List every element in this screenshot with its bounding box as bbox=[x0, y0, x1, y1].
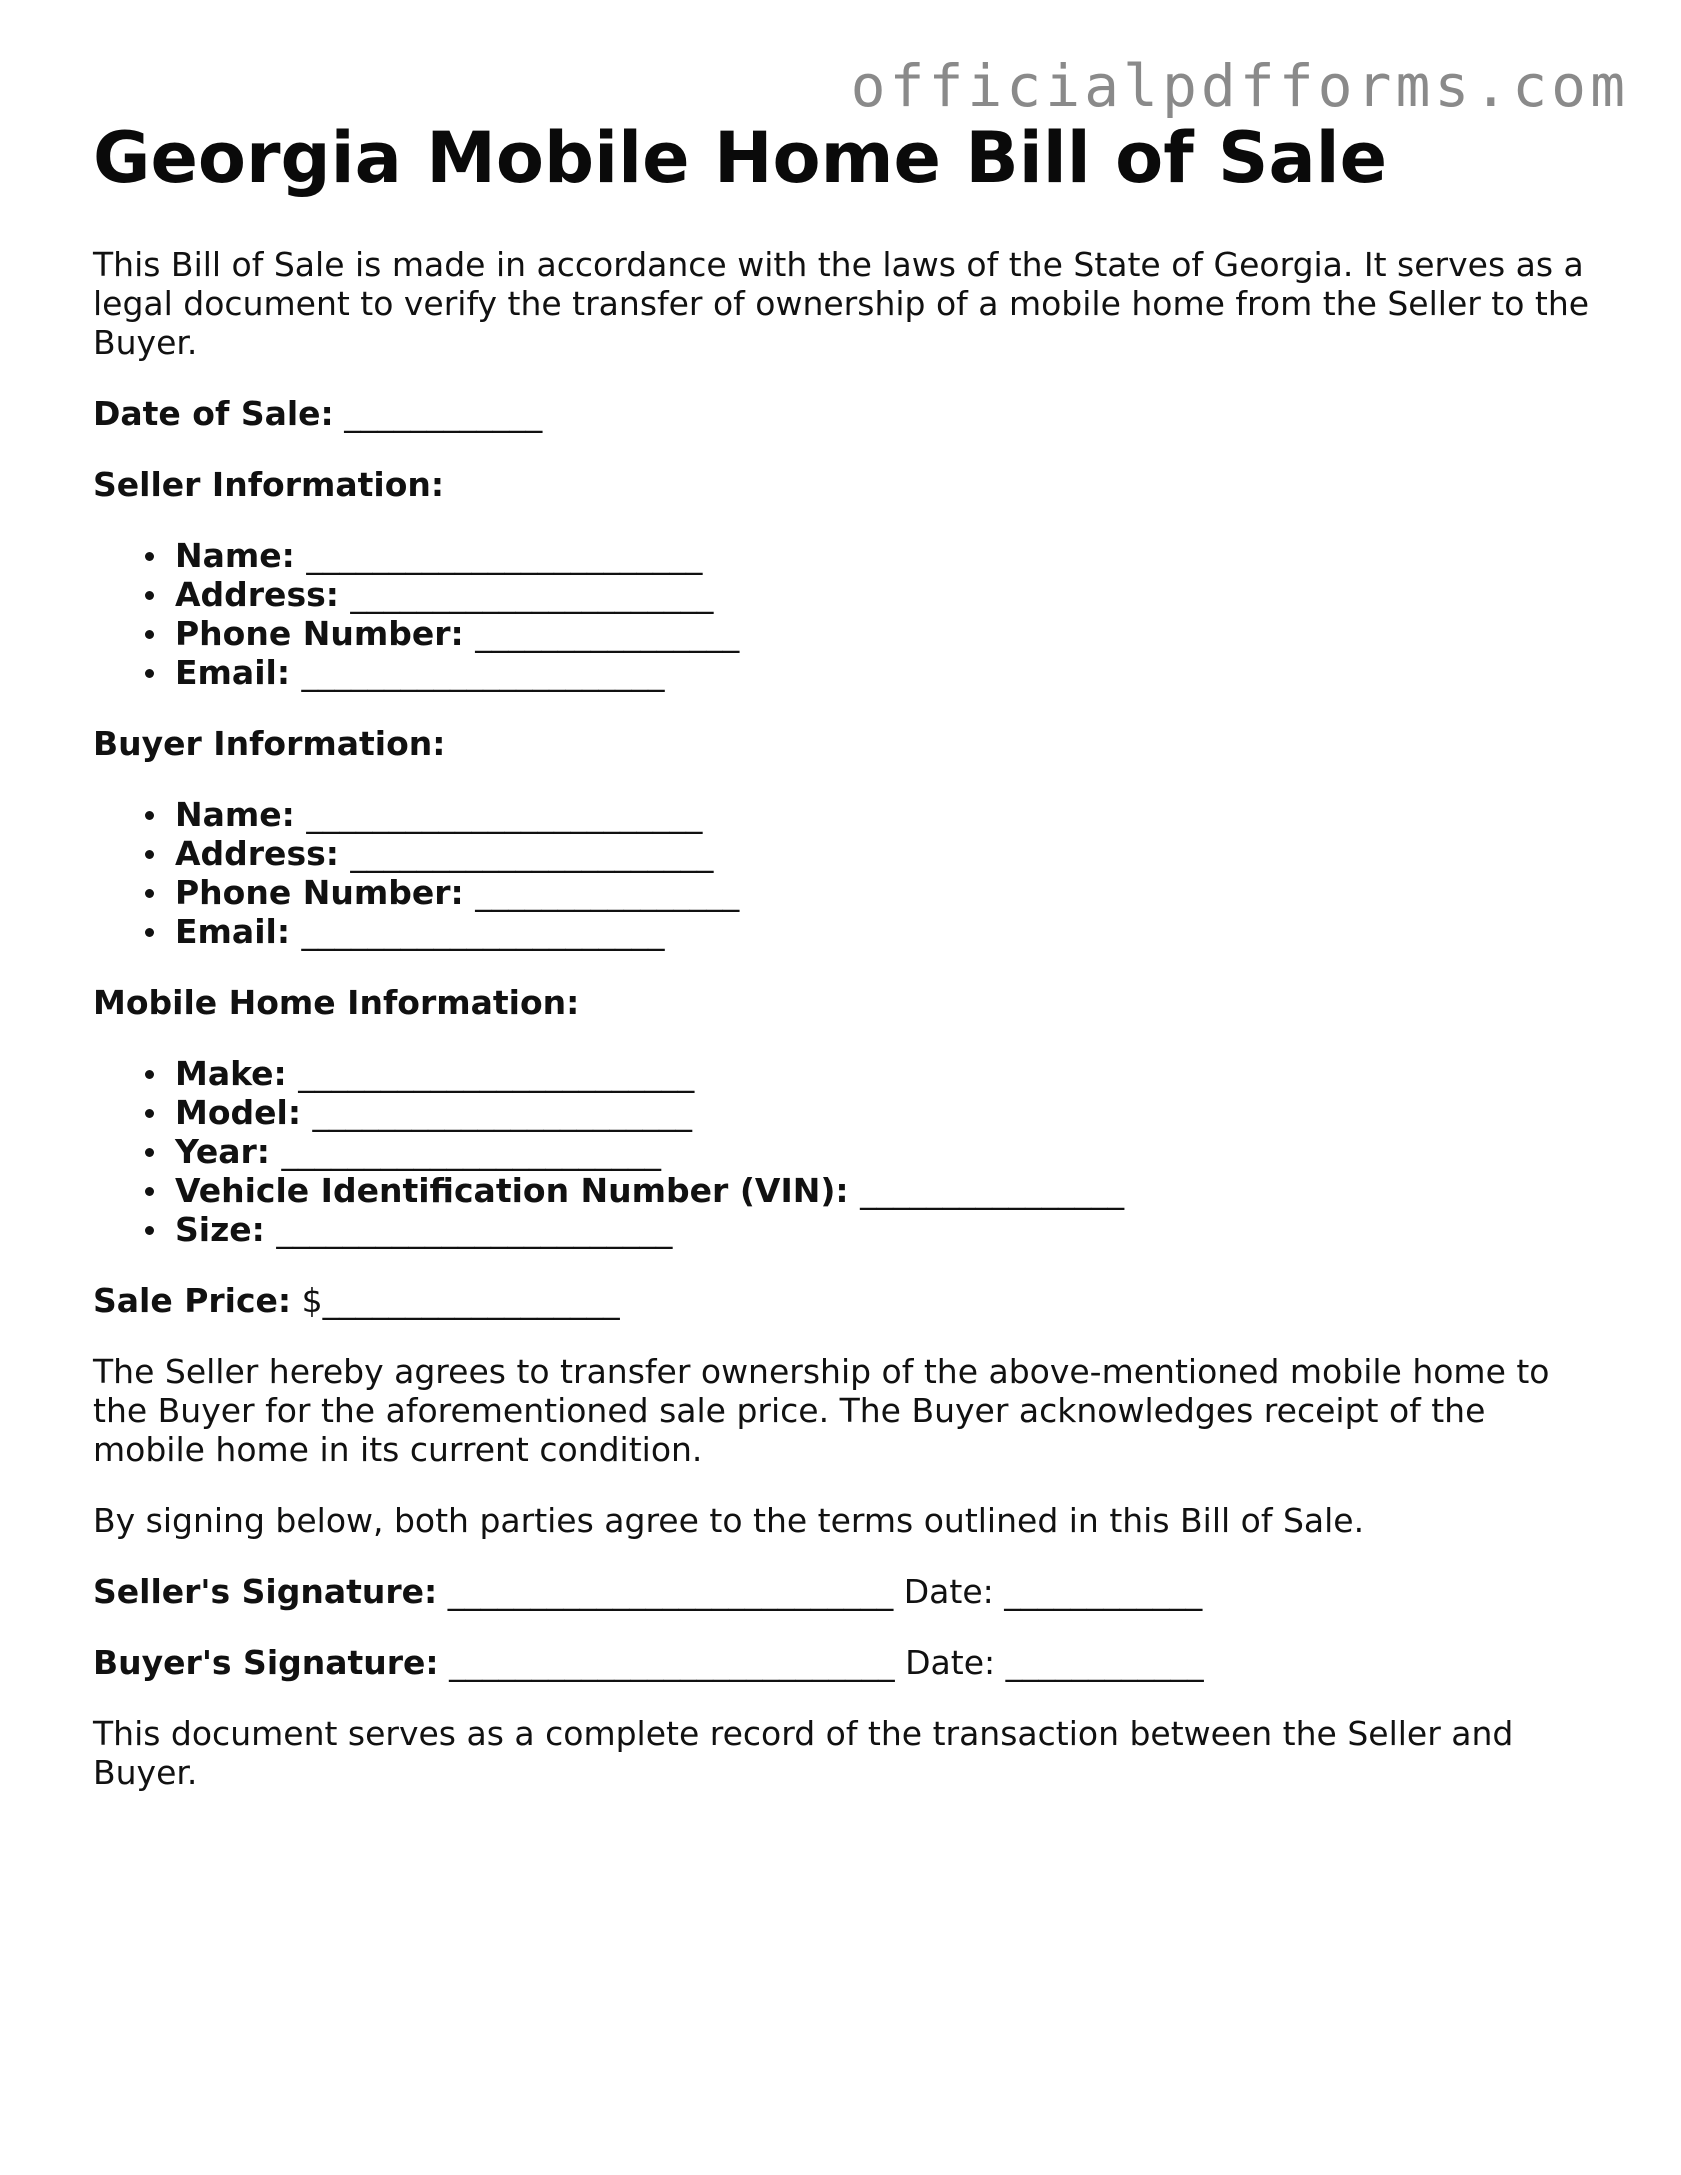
list-item bbox=[175, 834, 1603, 873]
list-item bbox=[175, 912, 1603, 951]
list-item bbox=[175, 536, 1603, 575]
vin-field[interactable]: ________________ bbox=[860, 1170, 1125, 1210]
intro-paragraph: This Bill of Sale is made in accordance with the laws of the State of Georgia. It serves as a legal document to verify the transfer of ownership of a mobile home from the Seller to the Buyer. bbox=[93, 244, 1590, 362]
make-field[interactable]: ________________________ bbox=[298, 1053, 695, 1093]
watermark: officialpdfforms.com bbox=[850, 52, 1629, 120]
buyer-info-list bbox=[93, 795, 1603, 951]
closing-paragraph: This document serves as a complete record of the transaction between the Seller and Buyer. bbox=[93, 1713, 1514, 1792]
list-item bbox=[175, 1132, 1603, 1171]
list-item bbox=[175, 653, 1603, 692]
year-label: Year: bbox=[175, 1131, 270, 1171]
buyer-date-label: Date: bbox=[905, 1642, 996, 1682]
seller-date-field[interactable]: ____________ bbox=[1004, 1571, 1203, 1611]
list-item bbox=[175, 795, 1603, 834]
list-item bbox=[175, 1054, 1603, 1093]
seller-address-field[interactable]: ______________________ bbox=[350, 574, 714, 614]
buyer-phone-field[interactable]: ________________ bbox=[475, 872, 740, 912]
size-label: Size: bbox=[175, 1209, 265, 1249]
buyer-phone-label: Phone Number: bbox=[175, 872, 464, 912]
list-item bbox=[175, 1093, 1603, 1132]
seller-name-label: Name: bbox=[175, 535, 295, 575]
document-body bbox=[93, 118, 1603, 1824]
seller-signature-line bbox=[93, 1572, 1603, 1611]
list-item bbox=[175, 1171, 1603, 1210]
seller-address-label: Address: bbox=[175, 574, 339, 614]
seller-name-field[interactable]: ________________________ bbox=[306, 535, 703, 575]
list-item bbox=[175, 873, 1603, 912]
seller-date-label: Date: bbox=[903, 1571, 994, 1611]
transfer-paragraph: The Seller hereby agrees to transfer ownership of the above-mentioned mobile home to the Buyer for the aforementioned sale price. The Buyer acknowledges receipt of the mobile home in its current condition. bbox=[93, 1351, 1550, 1469]
buyer-name-label: Name: bbox=[175, 794, 295, 834]
vin-label: Vehicle Identification Number (VIN): bbox=[175, 1170, 849, 1210]
date-of-sale-label: Date of Sale: bbox=[93, 393, 334, 433]
date-of-sale-line bbox=[93, 394, 1603, 433]
mobile-home-info-heading: Mobile Home Information: bbox=[93, 982, 580, 1022]
seller-info-heading: Seller Information: bbox=[93, 464, 445, 504]
model-field[interactable]: _______________________ bbox=[312, 1092, 693, 1132]
model-label: Model: bbox=[175, 1092, 302, 1132]
seller-email-field[interactable]: ______________________ bbox=[301, 652, 665, 692]
buyer-info-heading: Buyer Information: bbox=[93, 723, 446, 763]
date-of-sale-field[interactable]: ____________ bbox=[344, 393, 543, 433]
list-item bbox=[175, 575, 1603, 614]
seller-info-list bbox=[93, 536, 1603, 692]
buyer-signature-field[interactable]: ___________________________ bbox=[449, 1642, 895, 1682]
sale-price-label: Sale Price: bbox=[93, 1280, 292, 1320]
buyer-email-field[interactable]: ______________________ bbox=[301, 911, 665, 951]
make-label: Make: bbox=[175, 1053, 287, 1093]
seller-signature-label: Seller's Signature: bbox=[93, 1571, 438, 1611]
list-item bbox=[175, 614, 1603, 653]
buyer-name-field[interactable]: ________________________ bbox=[306, 794, 703, 834]
buyer-signature-label: Buyer's Signature: bbox=[93, 1642, 439, 1682]
buyer-signature-line bbox=[93, 1643, 1603, 1682]
seller-phone-field[interactable]: ________________ bbox=[475, 613, 740, 653]
buyer-address-field[interactable]: ______________________ bbox=[350, 833, 714, 873]
size-field[interactable]: ________________________ bbox=[276, 1209, 673, 1249]
sale-price-line bbox=[93, 1281, 1603, 1320]
buyer-address-label: Address: bbox=[175, 833, 339, 873]
buyer-date-field[interactable]: ____________ bbox=[1005, 1642, 1204, 1682]
list-item bbox=[175, 1210, 1603, 1249]
seller-signature-field[interactable]: ___________________________ bbox=[447, 1571, 894, 1611]
seller-phone-label: Phone Number: bbox=[175, 613, 464, 653]
mobile-home-info-list bbox=[93, 1054, 1603, 1249]
sale-price-field[interactable]: $__________________ bbox=[301, 1280, 620, 1320]
year-field[interactable]: _______________________ bbox=[281, 1131, 661, 1171]
agreement-paragraph: By signing below, both parties agree to the terms outlined in this Bill of Sale. bbox=[93, 1500, 1365, 1540]
seller-email-label: Email: bbox=[175, 652, 291, 692]
buyer-email-label: Email: bbox=[175, 911, 291, 951]
page-title: Georgia Mobile Home Bill of Sale bbox=[93, 117, 1388, 199]
